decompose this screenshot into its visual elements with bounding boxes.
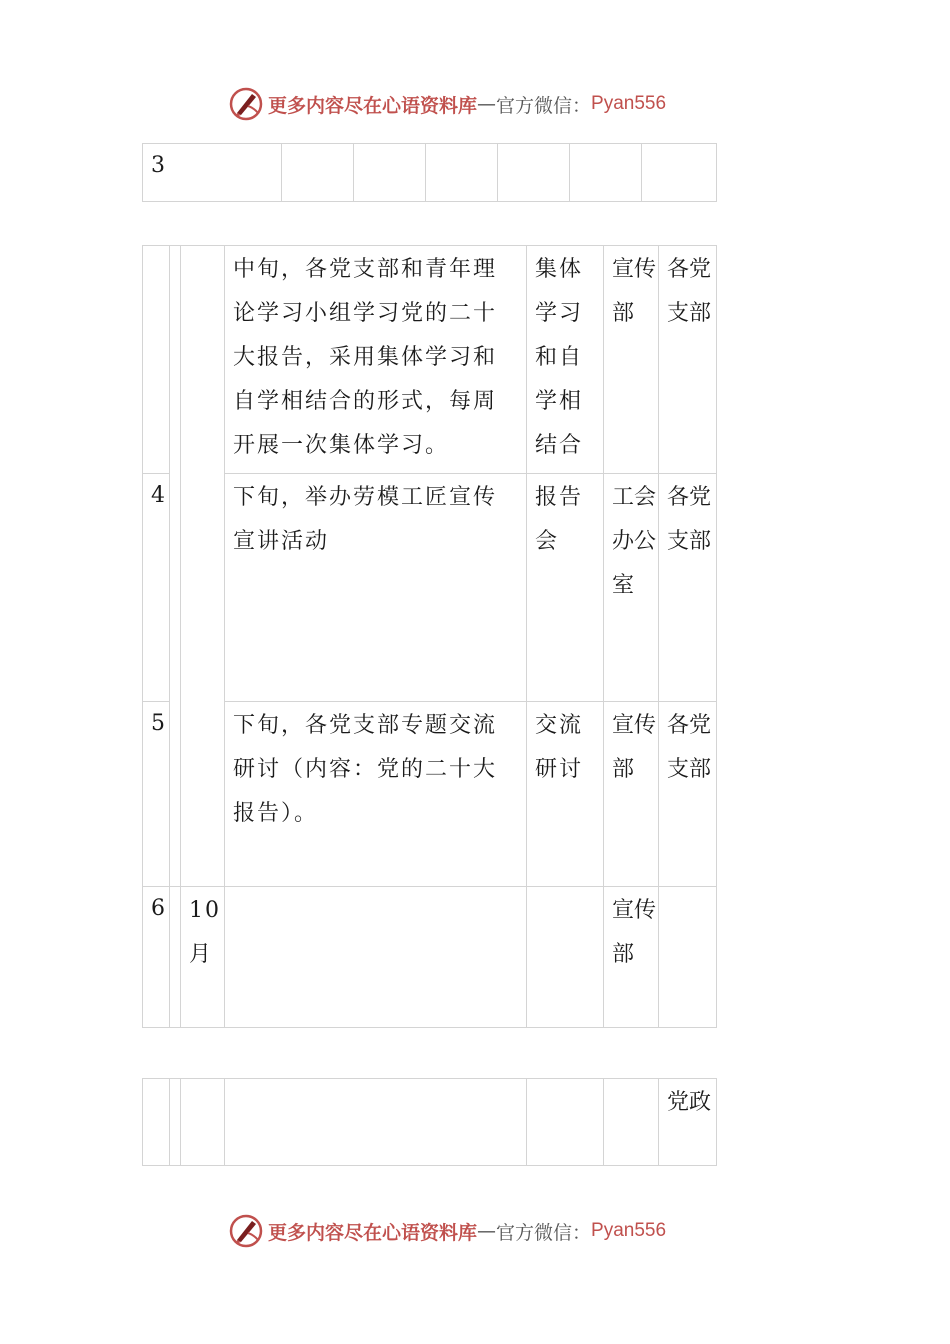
table-row: [143, 702, 717, 887]
participants: 党政: [659, 1079, 717, 1166]
table-cell: [181, 1079, 225, 1166]
banner-wechat-label: 官方微信：: [496, 94, 592, 117]
table-row: [143, 887, 717, 1028]
responsible-dept: 工会办公室: [604, 474, 659, 702]
quill-pen-logo: [228, 86, 264, 122]
banner-wechat-id: Pyan556: [591, 93, 667, 114]
quill-pen-logo: [228, 1213, 264, 1249]
participants: 各党支部: [659, 702, 717, 887]
participants: 各党支部: [659, 474, 717, 702]
responsible-dept: 宣传部: [604, 702, 659, 887]
row-number: 6: [143, 887, 170, 1028]
banner-separator: —: [477, 1220, 497, 1242]
table-cell: [282, 144, 354, 202]
row-number: 4: [143, 474, 170, 702]
banner-wechat-id: Pyan556: [591, 1220, 667, 1241]
row-number: 5: [143, 702, 170, 887]
table-cell: [170, 246, 181, 887]
table-fragment-bottom: [142, 1078, 717, 1166]
table-row: [143, 246, 717, 474]
activity-format: 报告会: [527, 474, 604, 702]
table-row: [143, 1079, 717, 1166]
table-cell: [170, 1079, 181, 1166]
table-cell: [570, 144, 642, 202]
activity-format: 交流研讨: [527, 702, 604, 887]
table-cell: [426, 144, 498, 202]
activity-format: 集体学习和自学相结合: [527, 246, 604, 474]
table-cell: [225, 1079, 527, 1166]
table-fragment-top: [142, 143, 717, 202]
row-number: 3: [143, 144, 282, 202]
table-row: [143, 144, 717, 202]
table-cell: [498, 144, 570, 202]
banner-separator: —: [477, 93, 497, 115]
activity-content: [225, 887, 527, 1028]
participants: 各党支部: [659, 246, 717, 474]
responsible-dept: 宣传部: [604, 887, 659, 1028]
month-cell: [181, 246, 225, 887]
activity-content: 下旬，各党支部专题交流研讨（内容：党的二十大报告）。: [225, 702, 527, 887]
header-banner: [228, 84, 666, 124]
table-cell: [354, 144, 426, 202]
responsible-dept: 宣传部: [604, 246, 659, 474]
month-cell: 10月: [181, 887, 225, 1028]
table-cell: [642, 144, 717, 202]
activity-format: [527, 887, 604, 1028]
banner-site-name: 更多内容尽在心语资料库: [268, 1221, 478, 1244]
activity-table: [142, 245, 717, 1028]
table-cell: [527, 1079, 604, 1166]
table-cell: [170, 887, 181, 1028]
activity-content: 下旬，举办劳模工匠宣传宣讲活动: [225, 474, 527, 702]
participants: [659, 887, 717, 1028]
table-cell: [604, 1079, 659, 1166]
banner-wechat-label: 官方微信：: [496, 1221, 592, 1244]
footer-banner: [228, 1211, 666, 1251]
row-number: [143, 246, 170, 474]
table-row: [143, 474, 717, 702]
activity-content: 中旬，各党支部和青年理论学习小组学习党的二十大报告，采用集体学习和自学相结合的形式，每周开展一次集体学习。: [225, 246, 527, 474]
table-cell: [143, 1079, 170, 1166]
banner-site-name: 更多内容尽在心语资料库: [268, 94, 478, 117]
